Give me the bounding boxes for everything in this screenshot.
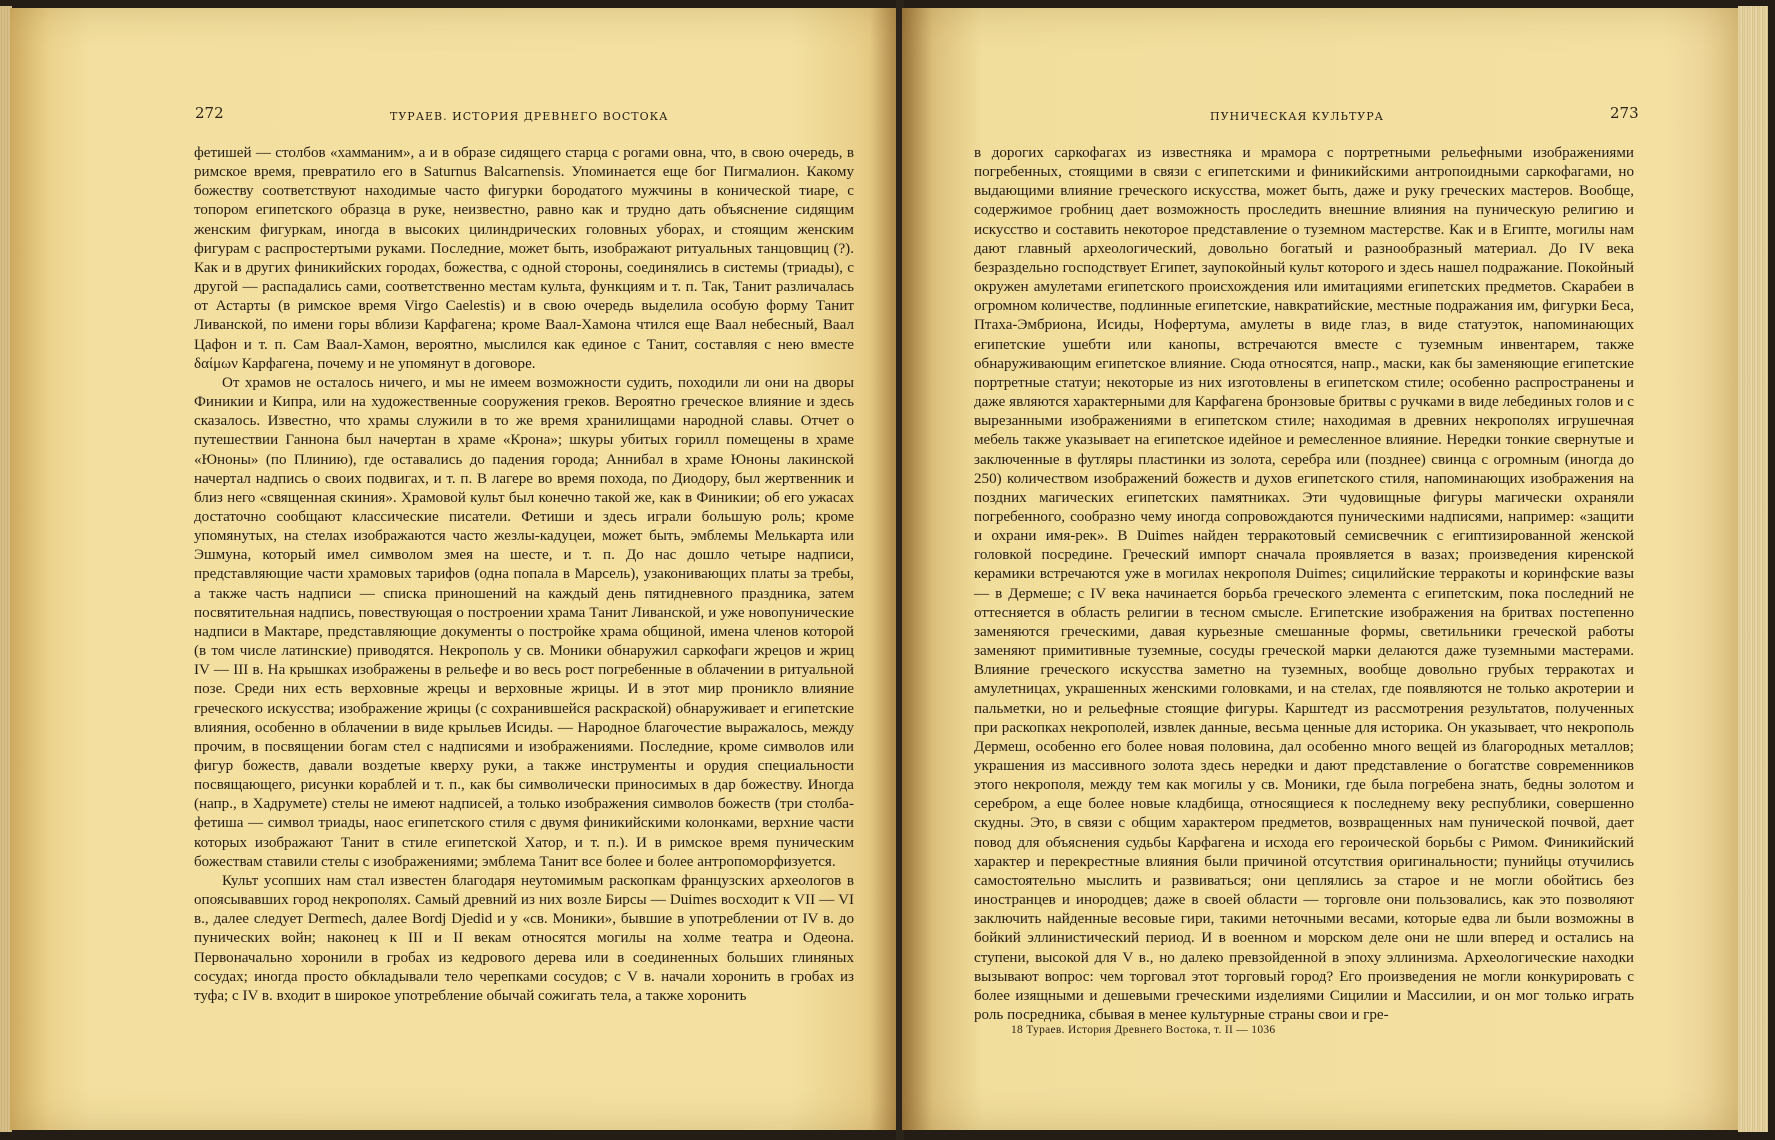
right-paragraph-1: в дорогих саркофагах из известняка и мрамора с портретными рельефными изображениями погребенных, стоящими в связи с египетскими и финикийскими антропоидными саркофагами, но выдающими влияние греческого искусства, может быть, даже и руку греческих мастеров. Вообще, содержимое гробниц дает возможность проследить внешние влияния на пуническую религию и искусство и составить некоторое представление о туземном мастерстве. Как и в Египте, могилы нам дают главный археологический, довольно богатый и разнообразный материал. До IV века безраздельно господствует Египет, заупокойный культ которого и здесь нашел подражание. Покойный окружен амулетами египетского происхождения или имитациями египетских предметов. Скарабеи в огромном количестве, подлинные египетские, навкратийские, местные подражания им, фигурки Беса, Птаха-Эмбриона, Исиды, Нофертума, амулеты в виде глаз, в виде статуэток, напоминающих египетские ушебти или канопы, встречаются вместе с туземным инвентарем, также обнаруживающим египетское влияние. Сюда относятся, напр., маски, как бы заменяющие египетские портретные статуи; некоторые из них изготовлены в египетском стиле; особенно распространены и даже являются характерными для Карфагена бронзовые бритвы с ручками в виде лебединых голов и с вырезанными изображениями в египетском стиле; находимая в древних некрополях игрушечная мебель также указывает на египетское идейное и ремесленное влияние. Нередки тонкие свернутые и заключенные в футляры пластинки из золота, серебра или (позднее) свинца с огромным (иногда до 250) количеством изображений божеств и духов египетского стиля, напоминающих изображения на поздних магических египетских памятниках. Эти чудовищные фигуры магически охраняли погребенного, сообразно чему иногда сопровождаются пуническими надписями, например: «защити и охрани имя-рек». В Duimes найден терракотовый семисвечник с египтизированной женской головкой посредине. Греческий импорт сначала проявляется в вазах; произведения киренской керамики встречаются уже в могилах некрополя Duimes; сицилийские терракоты и коринфские вазы — в Дермеше; с IV века начинается борьба греческого элемента с египетским, пока последний не оттесняется в область религии в тесном смысле. Египетские изображения на бритвах постепенно заменяются греческими, давая курьезные смешанные формы, светильники греческой работы заменяют примитивные туземные, сосуды греческой марки делаются даже туземными мастерами. Влияние греческого искусства заметно на туземных, вообще довольно грубых терракотах и амулетницах, украшенных женскими головками, и на стелах, где появляются не только акротерии и пальметки, но и рельефные стоящие фигуры. Карштедт из рассмотрения результатов, полученных при раскопках некрополей, извлек данные, весьма ценные для историка. Он указывает, что некрополь Дермеш, особенно его более новая половина, дал особенно много вещей из благородных металлов; украшения из массивного золота здесь нередки и дают представление о богатстве современников этого некрополя, между тем как могилы у св. Моники, где была погребена знать, бедны золотом и серебром, а еще более новые кладбища, относящиеся к последнему веку республики, совершенно скудны. Это, в связи с общим характером предметов, возвращенных нам пунической почвой, дает повод для объяснения судьбы Карфагена и исхода его героической борьбы с Римом. Финикийский характер и перекрестные влияния были причиной отсутствия оригинальности; пунийцы отучились самостоятельно мыслить и развиваться; они цеплялись за старое и не могли обойтись без иностранцев и инородцев; даже в своей области — торговле они пользовались, как это позволяют заключить найденные весовые гири, такими неточными весами, которые едва ли были возможны в бойкий эллинистический период. И в военном и морском деле они не шли вперед и остались на ступени, высокой для V в., но далеко превзойденной в эпоху эллинизма. Археологические находки вызывают вопрос: чем торговал этот торговый город? Его произведения не могли конкурировать с более изящными и дешевыми греческими изделиями Сицилии и Массилии, и он мог только играть роль посредника, сбывая в менее культурные страны свои и гре- [974,145,1634,1024]
left-page-header [10,106,898,126]
left-page-text [194,144,854,1006]
left-paragraph-3: Культ усопших нам стал известен благодаря неутомимым раскопкам французских археологов в опоясывавших город некрополях. Самый древний из них возле Бирсы — Duimes восходит к VII — VI в., далее следует Dermech, далее Bordj Djedid и у «св. Моники», бывшие в употреблении от IV в. до пунических войн; наконец к III и II векам относятся могилы на холме театра и Одеона. Первоначально хоронили в гробах из кедрового дерева или в соединенных больших глиняных сосудах; иногда просто обкладывали тело черепками сосудов; с V в. начали хоронить в гробах из туфа; с IV в. входит в широкое употребление обычай сожигать тела, а также хоронить [194,872,854,1004]
left-running-title: ТУРАЕВ. ИСТОРИЯ ДРЕВНЕГО ВОСТОКА [390,110,669,123]
left-page-number: 272 [195,104,224,122]
right-page-header [902,106,1738,126]
left-paragraph-2: От храмов не осталось ничего, и мы не имеем возможности судить, походили ли они на дворы Финикии и Кипра, или на художественные сооружения греков. Вероятно греческое влияние и здесь сказалось. Известно, что храмы служили в то же время хранилищами народной славы. Отчет о путешествии Ганнона был начертан в храме «Крона»; шкуры убитых горилл помещены в храме «Юноны» (по Плинию), где оставались до падения города; Аннибал в храме Юноны лакинской начертал надпись о своих подвигах, и т. п. В лагере во время похода, по Диодору, был жертвенник и близ него «священная скиния». Храмовой культ был конечно такой же, как в Финикии; об его ужасах достаточно сообщают классические писатели. Фетиши и здесь играли большую роль; кроме упомянутых, на стелах изображаются часто жезлы-кадуцеи, может быть, эмблемы Мелькарта или Эшмуна, который имел символом змея на шесте, и т. п. До нас дошло четыре надписи, представляющие части храмовых тарифов (одна попала в Марсель), узаконивающих платы за требы, а также часть надписи — списка приношений на каждый день пятидневного праздника, затем посвятительная надпись, повествующая о построении храма Танит Ливанской, и уже новопунические надписи в Мактаре, представляющие документы о постройке храма общиной, имена членов которой (в том числе латинские) приводятся. Некрополь у св. Моники обнаружил саркофаги жрецов и жриц IV — III в. На крышках изображены в рельефе и во весь рост погребенные в облачении в ритуальной позе. Среди них есть верховные жрецы и верховные жрицы. И в этот мир проникло влияние греческого искусства; изображение жрицы (с сохранившейся раскраской) обнаруживает и египетские влияния, особенно в облачении в виде крыльев Исиды. — Народное благочестие выражалось, между прочим, в посвящении богам стел с надписями и изображениями. Последние, кроме символов или фигур божеств, давали воздетые кверху руки, а также инструменты и орудия специальности посвящающего, рисунки кораблей и т. п., как бы символически приносимых в дар божеству. Иногда (напр., в Хадрумете) стелы не имеют надписей, а только изображения символов божеств (три столба-фетиша — символ триады, наос египетского стиля с двумя финикийскими колонками, верхние части которых изображают Танит в стиле египетской Хатор, и т. п.). И в римское время пуническим божествам ставили стелы с изображениями; эмблема Танит все более и более антропоморфизуется. [194,374,854,870]
right-page-edges [1738,6,1768,1132]
left-paragraph-1: фетишей — столбов «хамманим», а и в образе сидящего старца с рогами овна, что, в свою очередь, в римское время, превратило его в Saturnus Balcarnensis. Упоминается еще бог Пигмалион. Какому божеству соответствуют находимые часто фигурки бородатого мужчины в конической тиаре, с топором египетского образца в руке, неизвестно, равно как и трудно дать объяснение сидящим женским фигуркам, иногда в высоких цилиндрических головных уборах, и стоящим женским фигурам с распростертыми руками. Последние, может быть, изображают ритуальных танцовщиц (?). Как и в других финикийских городах, божества, с одной стороны, соединялись в системы (триады), с другой — распадались сами, соответственно местам культа, функциям и т. п. Так, Танит различалась от Астарты (в римское время Virgo Caelestis) и в свою очередь выделила особую форму Танит Ливанской, по имени горы вблизи Карфагена; кроме Ваал-Хамона чтился еще Ваал небесный, Ваал Цафон и т. п. Сам Ваал-Хамон, вероятно, мыслился как единое с Танит, составляя с нею вместе δαίμων Карфагена, почему и не упомянут в договоре. [194,145,854,372]
left-page [10,8,898,1130]
right-page [902,8,1738,1130]
right-page-text [974,144,1634,1025]
printer-signature: 18 Тураев. История Древнего Востока, т. II — 1036 [1011,1024,1276,1036]
right-running-title: ПУНИЧЕСКАЯ КУЛЬТУРА [1210,110,1384,123]
right-page-number: 273 [1610,104,1639,122]
